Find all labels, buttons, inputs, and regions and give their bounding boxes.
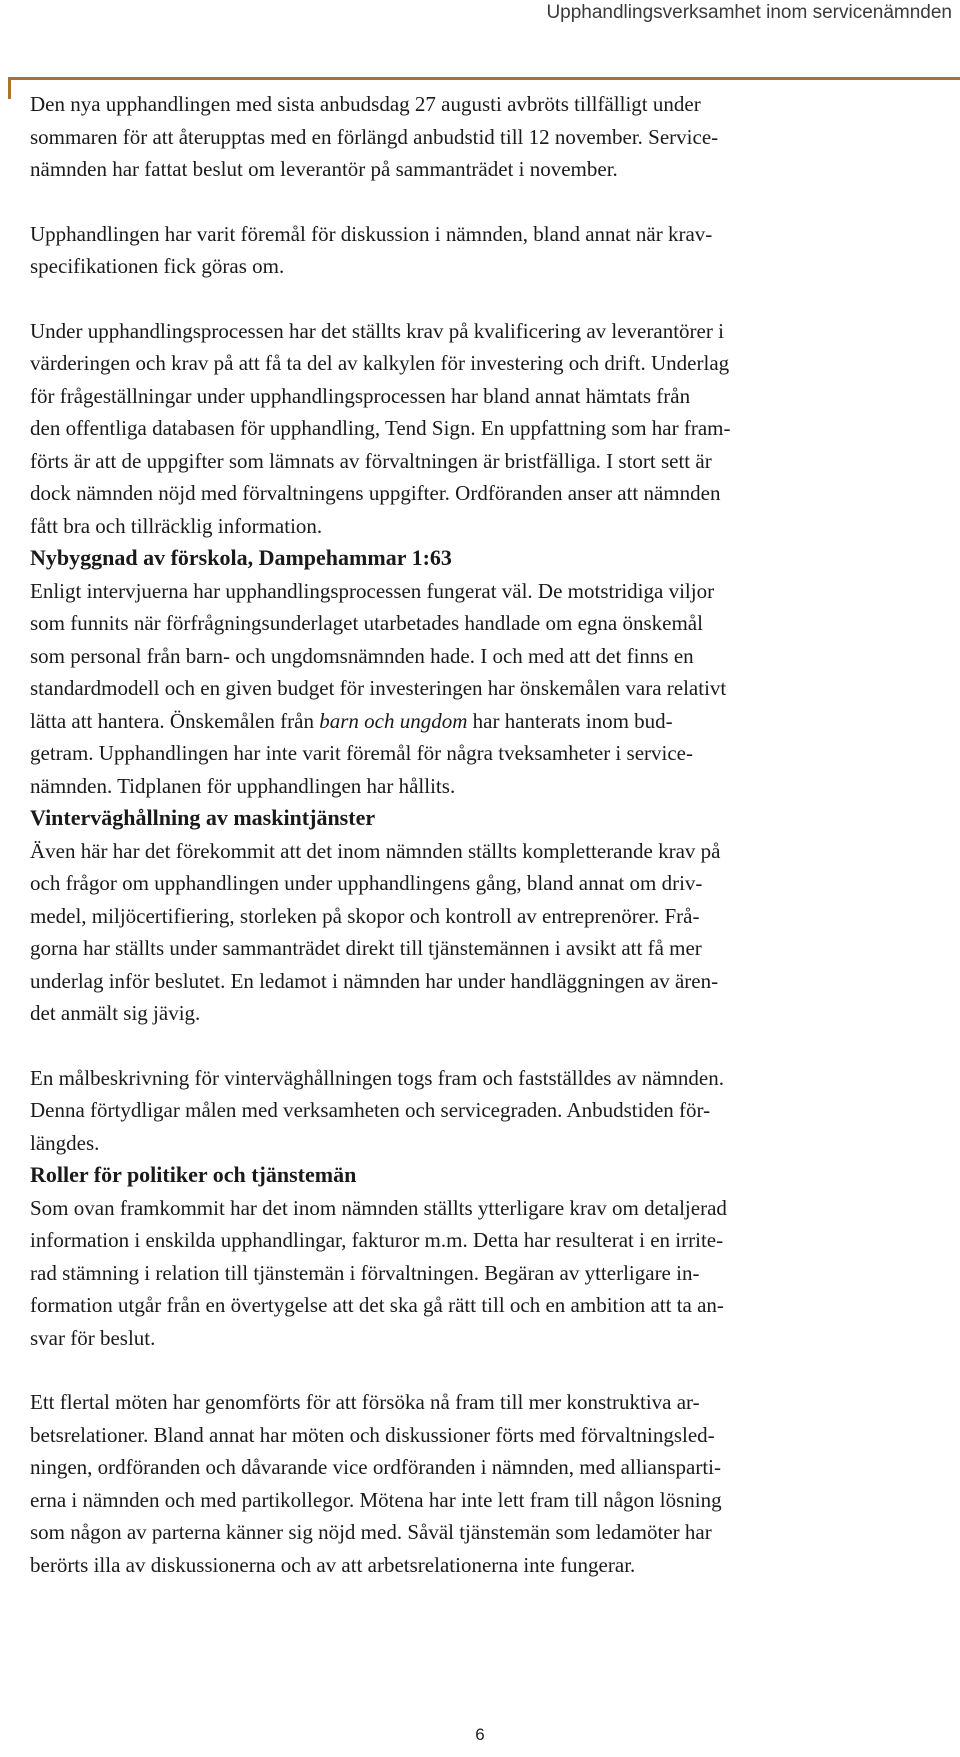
heading-roles: Roller för politiker och tjänstemän <box>30 1162 357 1187</box>
paragraph-winter-road: Även här har det förekommit att det inom nämnden ställts kompletterande krav på och frågor om upphandlingen under upphandlingens gång, bland annat om driv- medel, miljöcertifiering, storleken på skopor och kontroll av entreprenörer. Frå- gorna har ställts under sammanträdet direkt till tjänstemännen i avsikt att få mer underlag inför beslutet. En ledamot i nämnden har under handläggningen av ären- det anmält sig jävig. <box>30 838 721 1025</box>
paragraph-preschool <box>30 575 950 803</box>
paragraph-preschool-part-b: har hanterats inom bud- getram. Upphandlingen har inte varit föremål för några tveksamheter i service- nämnden. Tidplanen för upphandlingen har hållits. <box>30 708 693 798</box>
header-rule <box>8 77 960 80</box>
paragraph-process: Under upphandlingsprocessen har det ställts krav på kvalificering av leverantörer i värderingen och krav på att få ta del av kalkylen för investering och drift. Underlag för frågeställningar under upphandlingsprocessen har bland annat hämtats från den offentliga databasen för upphandling, Tend Sign. En uppfattning som har fram- förts är att de uppgifter som lämnats av förvaltningen är bristfälliga. I stort sett är dock nämnden nöjd med förvaltningens uppgifter. Ordföranden anser att nämnden fått bra och tillräcklig information. <box>30 318 731 538</box>
paragraph-new-procurement: Den nya upphandlingen med sista anbudsdag 27 augusti avbröts tillfälligt under sommaren för att återupptas med en förlängd anbudstid till 12 november. Service- nämnden har fattat beslut om leverantör på sammanträdet i november. <box>30 92 719 181</box>
paragraph-roles: Som ovan framkommit har det inom nämnden ställts ytterligare krav om detaljerad information i enskilda upphandlingar, fakturor m.m. Detta har resulterat i en irrite- rad stämning i relation till tjänstemän i förvaltningen. Begäran av ytterligare in- formation utgår från en övertygelse att det ska gå rätt till och en ambition att ta an- svar för beslut. <box>30 1195 727 1350</box>
heading-preschool: Nybyggnad av förskola, Dampehammar 1:63 <box>30 545 452 570</box>
paragraph-preschool-emphasis: barn och ungdom <box>319 708 468 733</box>
page-body <box>30 88 950 1581</box>
page-number: 6 <box>475 1725 485 1744</box>
paragraph-discussion: Upphandlingen har varit föremål för diskussion i nämnden, bland annat när krav- specifikationen fick göras om. <box>30 221 713 278</box>
heading-winter-road: Vinterväghållning av maskintjänster <box>30 805 376 830</box>
paragraph-goal-description: En målbeskrivning för vinterväghållningen togs fram och fastställdes av nämnden. Denna förtydligar målen med verksamheten och servicegraden. Anbudstiden för- längdes. <box>30 1065 724 1155</box>
header-rule-corner <box>8 77 11 99</box>
paragraph-preschool-part-a: Enligt intervjuerna har upphandlingsprocessen fungerat väl. De motstridiga viljor som funnits när förfrågningsunderlaget utarbetades handlade om egna önskemål som personal från barn- och ungdomsnämnden hade. I och med att det finns en standardmodell och en given budget för investeringen har önskemålen vara relativt lätta att hantera. Önskemålen från <box>30 578 727 733</box>
running-header: Upphandlingsverksamhet inom servicenämnden <box>546 2 952 23</box>
paragraph-meetings: Ett flertal möten har genomförts för att försöka nå fram till mer konstruktiva ar- betsrelationer. Bland annat har möten och diskussioner förts med förvaltningsled- ningen, ordföranden och dåvarande vice ordföranden i nämnden, med alliansparti- erna i nämnden och med partikollegor. Mötena har inte lett fram till någon lösning som någon av parterna känner sig nöjd med. Såväl tjänstemän som ledamöter har berörts illa av diskussionerna och av att arbetsrelationerna inte fungerar. <box>30 1390 722 1577</box>
